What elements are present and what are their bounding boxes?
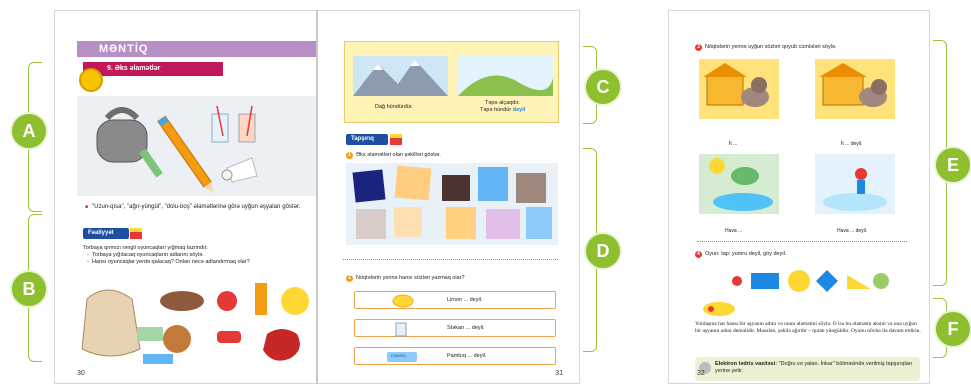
lesson-sun-icon	[79, 68, 103, 92]
badge-d: D	[586, 234, 620, 268]
hill-caption-1: Təpə alçaqdır.	[485, 100, 520, 106]
etextbook-box	[695, 357, 920, 381]
etextbook-label: Elektron tədris vasitəsi:	[715, 361, 778, 367]
question-2	[346, 275, 465, 282]
activity-sub-2: • Hansı oyuncaqlar yerdə qalacaq? Onları necə adlandırmaq olar?	[87, 259, 250, 266]
caption-3: Hava ...	[725, 228, 743, 234]
answer-text-3: Pambıq ... deyil.	[447, 353, 487, 359]
green-circle-icon	[873, 273, 889, 289]
answer-box-3[interactable]	[354, 347, 556, 365]
badge-e: E	[936, 148, 970, 182]
page-30	[54, 10, 317, 384]
flag-icon	[390, 134, 402, 145]
question-1-text: Əks əlamətləri olan şəkilləri göstər.	[356, 152, 441, 158]
hill-caption-text: Təpə hündür	[480, 107, 512, 113]
can-label: PAMBIQ	[391, 353, 407, 358]
caption-2: İt ... deyil.	[841, 141, 863, 147]
yellow-circle-icon	[788, 270, 810, 292]
toys-illustration	[77, 279, 317, 374]
question-4-text: Oyun: tap: yumru deyil, göy deyil.	[705, 251, 787, 257]
warm-weather-image	[699, 154, 779, 214]
divider	[343, 259, 558, 260]
hill-caption-2	[480, 107, 525, 114]
shapes-row	[729, 269, 889, 293]
glass-icon	[391, 321, 411, 337]
sack-icon	[82, 290, 140, 356]
task-tag: Tapşırıq	[346, 134, 388, 145]
badge-c: C	[586, 70, 620, 104]
yellow-triangle-icon	[847, 275, 871, 289]
dog-inside-image	[815, 59, 895, 119]
question-3	[695, 44, 915, 51]
etextbook-desc: "Doğru və yalan. İnkar" bölməsində verilmiş tapşırıqları yerinə yetir.	[715, 361, 913, 374]
badge-a: A	[12, 114, 46, 148]
red-circle-icon	[732, 276, 742, 286]
page-number: 32	[697, 370, 705, 377]
page-32	[668, 10, 930, 384]
caption-1: İt ...	[729, 141, 738, 147]
caption-4: Hava ... deyil.	[837, 228, 868, 234]
question-3-text: Nöqtələrin yerinə uyğun sözləri qoyub cümlələri söylə.	[705, 44, 837, 50]
mountain-hill-panel	[344, 41, 559, 123]
question-2-number: 2	[346, 275, 353, 282]
question-1	[346, 152, 441, 159]
hill-image	[458, 56, 553, 96]
section-title: MƏNTİQ	[77, 41, 317, 57]
teddy-bear-icon	[163, 325, 191, 353]
question-3-number: 3	[695, 44, 702, 51]
page-number: 31	[555, 370, 563, 377]
blue-rectangle-icon	[751, 273, 779, 289]
question-4-number: 4	[695, 251, 702, 258]
dog-outside-image	[699, 59, 779, 119]
mountain-caption: Dağ hündürdür.	[375, 104, 413, 110]
mountain-image	[353, 56, 448, 96]
objects-illustration	[77, 96, 317, 196]
etextbook-text	[715, 361, 915, 375]
game-logo-icon	[701, 301, 737, 317]
badge-f: F	[936, 312, 970, 346]
flag-icon	[130, 228, 142, 239]
activity-text: Torbaya qırmızı rəngli oyuncaqları yığmaq lazımdır.	[83, 245, 208, 251]
opposites-collage	[346, 163, 558, 245]
highlight-word: deyil	[512, 107, 526, 113]
ball-icon	[217, 291, 237, 311]
answer-text-1: Limon ... deyil.	[447, 297, 483, 303]
book-spine	[316, 10, 318, 384]
activity-sub-1: • Torbaya yığılacaq oyuncaqların adlarını söylə.	[87, 252, 204, 259]
activity-tag: Fəaliyyət	[83, 228, 129, 239]
answer-box-1[interactable]	[354, 291, 556, 309]
badge-b: B	[12, 272, 46, 306]
lemon-icon	[391, 294, 415, 308]
lesson-title: 9. Əks əlamətlər	[83, 62, 223, 76]
game-instruction: Yoldaşına hər hansı bir əşyanın adını və onun əlamətini söylə. O isə bu əlamətin əksini və ona uyğun bir əşyanın adını deməlidir. Məsələn, şəkilə ağırdır – qutan yüngüldür. Oyunu növbə ilə davam etdirin.	[695, 321, 921, 334]
question-2-text: Nöqtələrin yerinə hansı sözləri yazmaq olar?	[356, 275, 465, 281]
divider	[697, 241, 907, 242]
question-1-number: 1	[346, 152, 353, 159]
page-31	[317, 10, 580, 384]
answer-box-2[interactable]	[354, 319, 556, 337]
page-number: 30	[77, 370, 85, 377]
winter-weather-image	[815, 154, 895, 214]
question-4	[695, 251, 786, 258]
answer-text-2: Stəkan ... deyil.	[447, 325, 485, 331]
main-instruction: ■ "Uzun-qısa", "ağır-yüngül", "dolu-boş" əlamətlərinə görə uyğun əşyaları göstər.	[85, 203, 310, 211]
blue-diamond-icon	[816, 270, 838, 292]
